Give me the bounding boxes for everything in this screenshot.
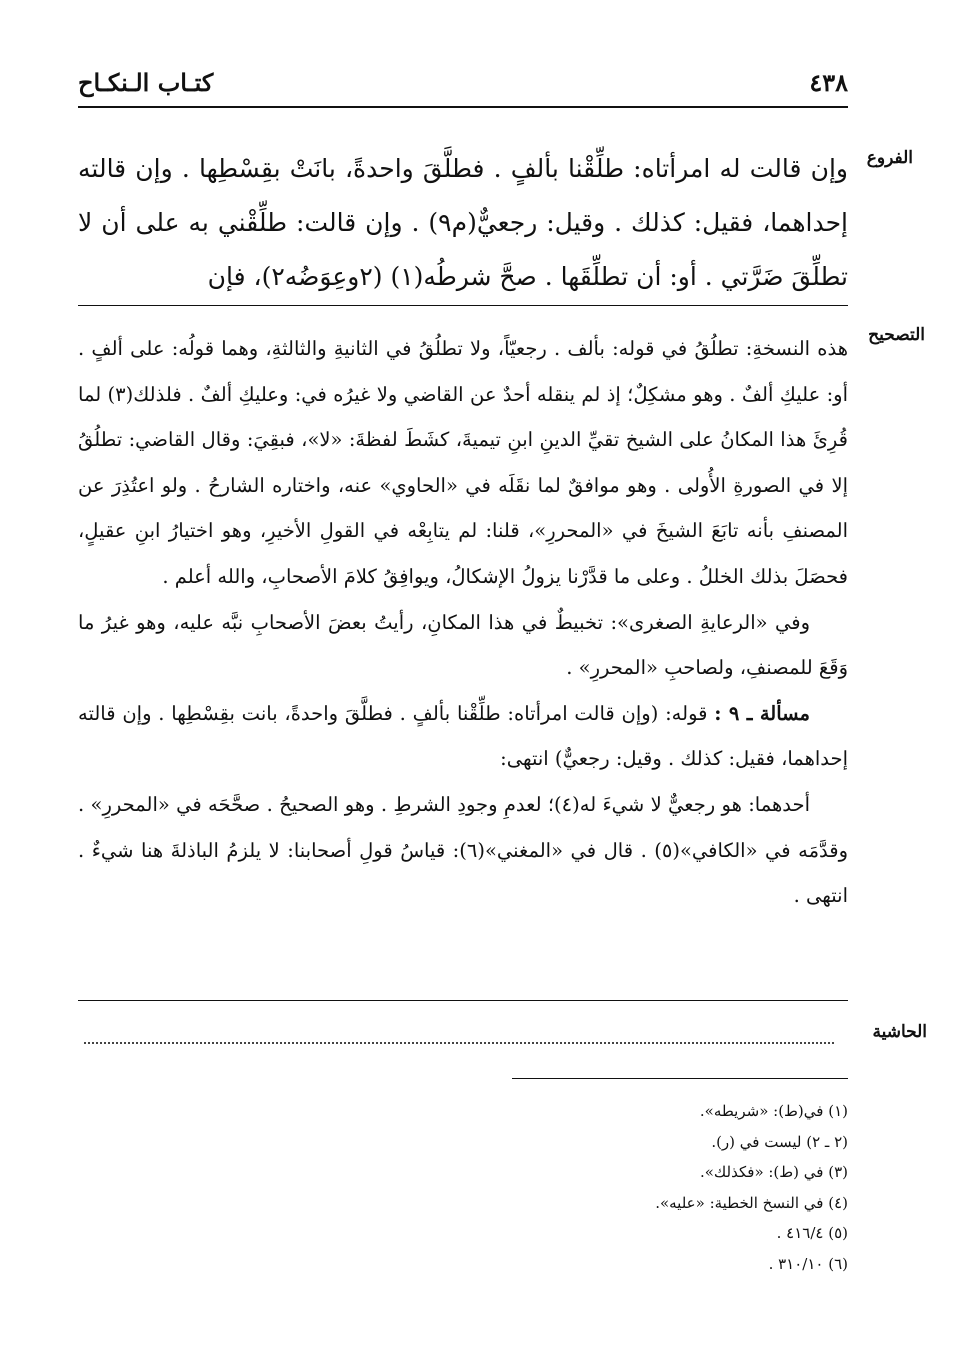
section-divider	[78, 305, 848, 306]
masala-text: قوله: (وإن قالت امرأتاه: طلِّقْنا بألفٍ . فطلَّقَ واحدةً، بانت بقِسْطِها . وإن قالته إحداهما، فقيل: كذلك . وقيل: رجعيٌّ) انتهى:	[78, 701, 848, 771]
footnote-item: (٥) ٤١٦/٤ .	[776, 1224, 848, 1243]
section-divider	[78, 1000, 848, 1001]
footnote-item: (٢ ـ ٢) ليست في (ر).	[711, 1132, 848, 1151]
tashih-section	[78, 326, 848, 919]
running-title: كتـاب الـنكـاح	[78, 68, 214, 97]
footnote-item: (٤) في النسخ الخطية: «عليه».	[655, 1193, 848, 1212]
tashih-paragraph-4: أحدهما: هو رجعيٌّ لا شيءَ له(٤)؛ لعدمِ وجودِ الشرطِ . وهو الصحيحُ . صحَّحَه في «المحررِ» . وقدَّمَه في «الكافي»(٥) . قال في «المغني»(٦): قياسُ قولِ أصحابنا: لا يلزمُ الباذلةَ هنا شيءٌ . انتهى .	[78, 792, 848, 908]
page-header	[78, 68, 848, 104]
footnote-item: (٦) ٣١٠/١٠ .	[768, 1254, 848, 1273]
footnotes	[348, 1096, 848, 1280]
page-number: ٤٣٨	[809, 68, 848, 97]
tashih-paragraph-3	[78, 691, 848, 782]
footnote-item: (١) في(ط): «شريطه».	[699, 1102, 848, 1120]
hashiya-dotted-line	[84, 1022, 834, 1044]
furu-text: وإن قالت له امرأتاه: طلِّقْنا بألفٍ . فطلَّقَ واحدةً، بانَتْ بقِسْطِها . وإن قالته إحداهما، فقيل: كذلك . وقيل: رجعيٌّ(م٩) . وإن قالت: طلِّقْني به على أن لا تطلِّقَ ضَرَّتي . أو: أن تطلِّقَها . صحَّ شرطُه(١) (٢وعِوَضُه٢)، فإن	[78, 154, 848, 291]
masala-heading: مسألة ـ ٩ :	[714, 701, 811, 725]
hashiya-label: الحاشية	[872, 1022, 927, 1042]
footnote-item: (٣) في (ط): «فكذلك».	[699, 1163, 848, 1182]
tashih-label: التصحيح	[868, 325, 925, 345]
tashih-paragraph-1: هذه النسخةِ: تطلُقُ في قوله: بألف . رجعيّاً، ولا تطلُقُ في الثانيةِ والثالثةِ، وهما قولُه: على ألفٍ . أو: عليكِ ألفٌ . وهو مشكِلٌ؛ إذ لم ينقله أحدٌ عن القاضي ولا غيرُه في: وعليكِ ألفٌ . فلذلك(٣) لما قُرِئَ هذا المكانُ على الشيخ تقيِّ الدينِ ابنِ تيميةَ، كشَطَ لفظةَ: «لا»، فبقِيَ: وقال القاضي: تطلُقُ إلا في الصورةِ الأُولى . وهو موافقٌ لما نقَلَه في «الحاوي» عنه، واختاره الشارحُ . ولو اعتُذِرَ عن المصنفِ بأنه تابَعَ الشيخَ في «المحررِ»، قلنا: لم يتابِعْه في القولِ الأخيرِ، وهو اختيارُ ابنِ عقيلٍ، فحصَلَ بذلك الخللُ . وعلى ما قدَّرْنا يزولُ الإشكالُ، ويوافِقُ كلامَ الأصحابِ، والله أعلم .	[78, 337, 848, 588]
footnote-rule	[512, 1078, 848, 1079]
header-rule	[78, 106, 848, 108]
tashih-paragraph-2: وفي «الرعايةِ الصغرى»: تخبيطٌ في هذا المكانِ، رأيتُ بعضَ الأصحابِ نبَّه عليه، وهو غيرُ ما وَقَعَ للمصنفِ، ولصاحبِ «المحررِ» .	[78, 610, 848, 680]
furu-label: الفروع	[866, 148, 913, 168]
